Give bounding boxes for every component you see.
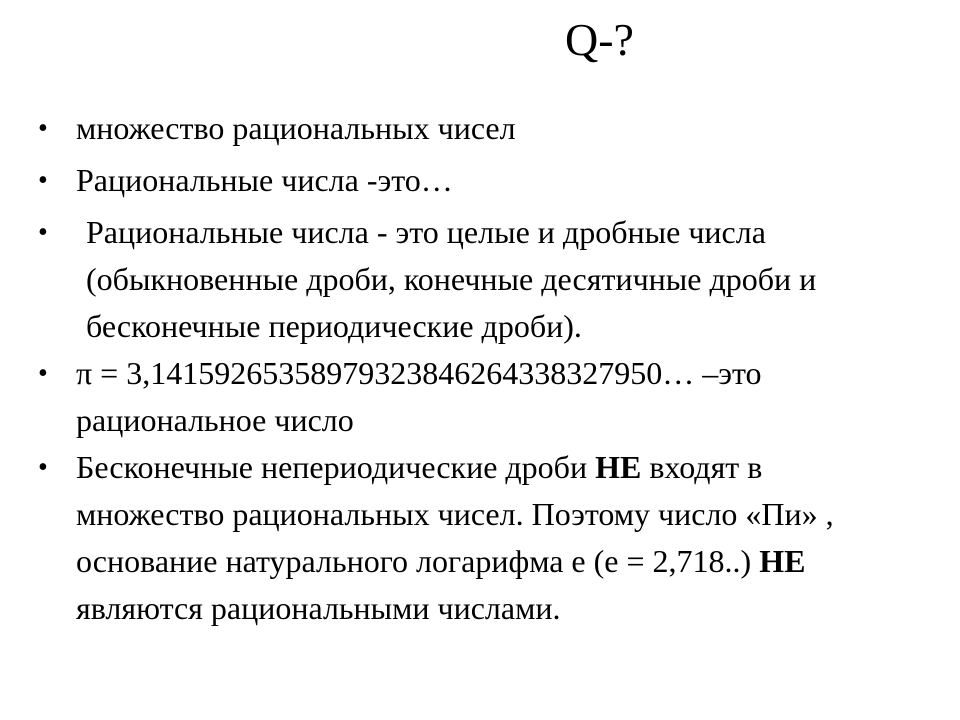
bullet-text: Рациональные числа -это…: [76, 162, 453, 198]
bullet-text: множество рациональных чисел: [76, 110, 516, 146]
bullet-text: π = 3,14159265358979323846264338327950… –это рациональное число: [76, 355, 762, 438]
slide-title: Q-?: [565, 14, 634, 65]
bullet-dot-icon: •: [38, 452, 48, 483]
bullet-text: [76, 444, 918, 632]
bullet-dot-icon: •: [38, 358, 48, 389]
bullet-text-part: Бесконечные непериодические дроби: [76, 449, 596, 485]
emphasis-text: НЕ: [595, 449, 642, 485]
bullet-dot-icon: •: [38, 217, 48, 248]
emphasis-text: НЕ: [759, 543, 806, 579]
bullet-text: Рациональные числа - это целые и дробные числа (обыкновенные дроби, конечные десятичные дроби и бесконечные периодические дроби).: [86, 214, 817, 344]
bullet-dot-icon: •: [38, 113, 48, 144]
bullet-dot-icon: •: [38, 165, 48, 196]
bullet-text-part: являются рациональными числами.: [76, 590, 561, 626]
bullet-text-part: входят в множество рациональных чисел. Поэтому число «Пи» , основание натурального логарифма е (е = 2,718..): [76, 449, 834, 579]
